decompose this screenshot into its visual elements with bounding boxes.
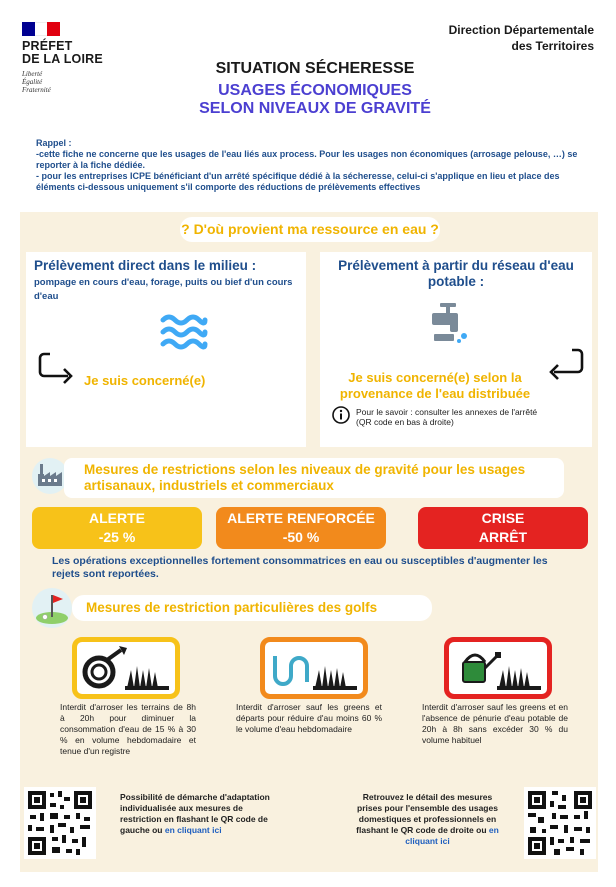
return-arrow-left-icon bbox=[544, 346, 584, 380]
page-subtitle bbox=[150, 82, 480, 118]
direct-subtitle: pompage en cours d'eau, forage, puits ou bief d'un cours d'eau bbox=[34, 277, 293, 302]
footer-left-link[interactable]: en cliquant ici bbox=[164, 825, 222, 835]
golf-text-crise: Interdit d'arroser sauf les greens et en l'absence de pénurie d'eau potable de 20h à 8h sans excéder 30 % du volume habituel bbox=[422, 702, 568, 745]
qr-code-right[interactable] bbox=[524, 787, 596, 859]
reseau-column bbox=[320, 252, 592, 447]
motto-liberte: Liberté bbox=[22, 70, 43, 78]
info-icon bbox=[332, 406, 350, 424]
rappel-line-2: - pour les entreprises ICPE bénéficiant d'un arrêté spécifique dédié à la sécheresse, celui-ci s'applique en lieu et place des éléments ci-dessous uniquement s'il comporte des réductions de prélèvements effectives bbox=[36, 171, 560, 192]
motto bbox=[22, 70, 132, 94]
level-crise bbox=[418, 507, 588, 549]
golf-frame-alerte bbox=[72, 637, 180, 699]
footer-right-link[interactable]: en cliquant ici bbox=[405, 825, 499, 846]
golf-text-alerte-renforcee: Interdit d'arroser sauf les greens et départs pour réduire d'au moins 60 % le volume d'eau hebdomadaire bbox=[236, 702, 382, 734]
subtitle-line-1: USAGES ÉCONOMIQUES bbox=[218, 82, 412, 99]
motto-fraternite: Fraternité bbox=[22, 86, 51, 94]
garden-hose-icon bbox=[77, 642, 175, 694]
level-alerte bbox=[32, 507, 202, 549]
rappel-heading: Rappel : bbox=[36, 138, 72, 148]
level-alerte-name: ALERTE bbox=[89, 510, 145, 526]
watering-can-icon bbox=[449, 642, 547, 694]
rappel-note bbox=[36, 138, 586, 193]
logo-line-2: DE LA LOIRE bbox=[22, 52, 103, 66]
level-alerte-renforcee-name: ALERTE RENFORCÉE bbox=[227, 510, 375, 526]
ressource-question: ? D'où provient ma ressource en eau ? bbox=[180, 217, 440, 242]
page-title: SITUATION SÉCHERESSE bbox=[215, 60, 415, 77]
golfs-title: Mesures de restriction particulières des golfs bbox=[72, 595, 432, 621]
factory-icon bbox=[32, 458, 68, 494]
reseau-status: Je suis concerné(e) selon la provenance de l'eau distribuée bbox=[330, 370, 540, 402]
water-waves-icon bbox=[160, 312, 208, 356]
qr-code-left[interactable] bbox=[24, 787, 96, 859]
tap-icon bbox=[428, 300, 472, 344]
footer-left-text bbox=[120, 792, 270, 836]
sprinkler-hose-icon bbox=[265, 642, 363, 694]
subtitle-line-2: SELON NIVEAUX DE GRAVITÉ bbox=[199, 100, 431, 117]
golf-frame-crise bbox=[444, 637, 552, 699]
direct-status: Je suis concerné(e) bbox=[84, 373, 206, 388]
french-flag-icon bbox=[22, 22, 60, 36]
level-alerte-renforcee-value: -50 % bbox=[282, 529, 320, 545]
direction-line-2: des Territoires bbox=[511, 39, 594, 53]
logo-line-1: PRÉFET bbox=[22, 39, 73, 53]
footer-left-body: Possibilité de démarche d'adaptation individualisée aux mesures de restriction en flashant le QR code de gauche ou bbox=[120, 792, 270, 835]
level-crise-name: CRISE bbox=[481, 510, 525, 526]
prefet-logo bbox=[22, 22, 132, 94]
direct-title: Prélèvement direct dans le milieu : bbox=[34, 258, 257, 273]
golf-flag-icon bbox=[32, 588, 72, 628]
level-alerte-renforcee bbox=[216, 507, 386, 549]
return-arrow-icon bbox=[38, 350, 78, 384]
reseau-title: Prélèvement à partir du réseau d'eau potable : bbox=[338, 258, 574, 289]
reseau-info: Pour le savoir : consulter les annexes de l'arrêté (QR code en bas à droite) bbox=[356, 407, 538, 427]
direct-column bbox=[26, 252, 306, 447]
footer-right-text bbox=[350, 792, 505, 847]
direction-line-1: Direction Départementale bbox=[448, 23, 594, 37]
level-alerte-value: -25 % bbox=[98, 529, 136, 545]
rappel-line-1: -cette fiche ne concerne que les usages de l'eau liés aux process. Pour les usages non économiques (arrosage pelouse, …) se reporter à la fiche dédiée. bbox=[36, 149, 578, 170]
footer-right-body: Retrouvez le détail des mesures prises pour l'ensemble des usages domestiques et professionnels en flashant le QR code de droite ou bbox=[356, 792, 498, 835]
golf-text-alerte: Interdit d'arroser les terrains de 8h à 20h pour diminuer la consommation d'eau de 15 % à 30 % en volume hebdomadaire et tenue d'un registre bbox=[60, 702, 196, 756]
golf-frame-alerte-renforcee bbox=[260, 637, 368, 699]
restrictions-title: Mesures de restrictions selon les niveaux de gravité pour les usages artisanaux, industriels et commerciaux bbox=[64, 458, 564, 498]
level-crise-value: ARRÊT bbox=[478, 529, 528, 545]
exception-note: Les opérations exceptionnelles fortement consommatrices en eau ou susceptibles d'augmenter les rejets sont reportées. bbox=[52, 555, 548, 580]
main-panel bbox=[20, 212, 598, 872]
motto-egalite: Égalité bbox=[22, 78, 43, 86]
direction-label bbox=[394, 22, 594, 54]
